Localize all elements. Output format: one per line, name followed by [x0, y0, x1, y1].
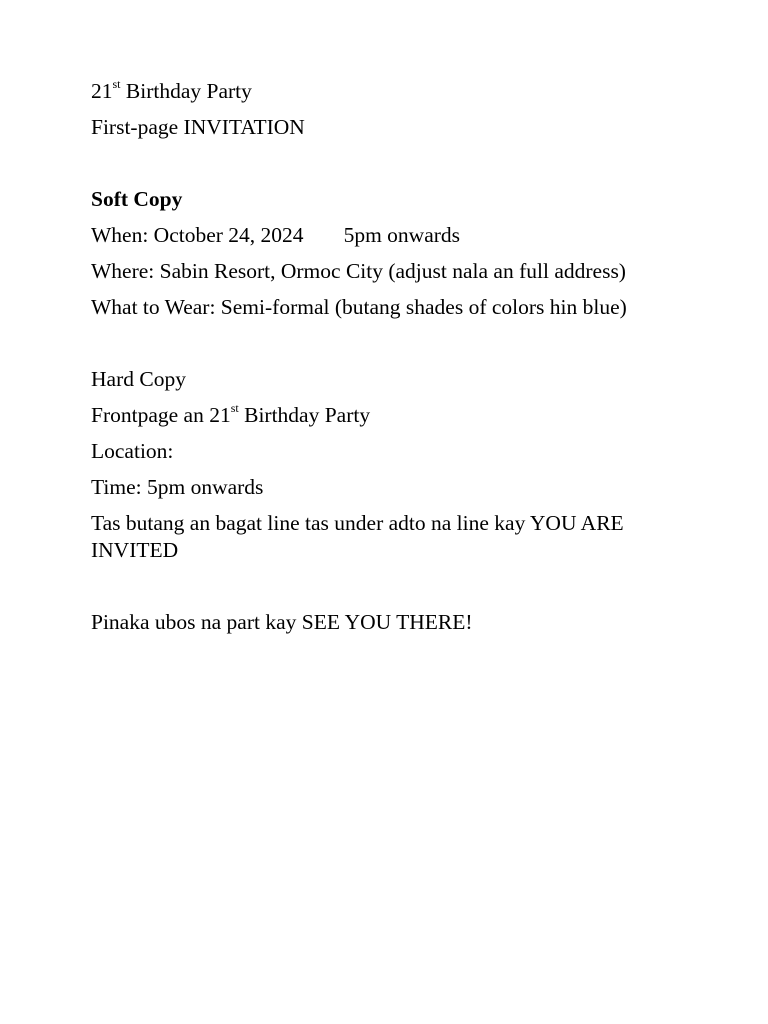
- title-text: Birthday Party: [120, 79, 252, 103]
- line-note: Tas butang an bagat line tas under adto na line kay YOU ARE INVITED: [91, 511, 624, 562]
- document-page: [91, 78, 691, 645]
- soft-copy-heading: Soft Copy: [91, 187, 183, 211]
- blank-line: [91, 150, 691, 177]
- where-line: Where: Sabin Resort, Ormoc City (adjust nala an full address): [91, 259, 626, 283]
- when-line: [91, 222, 691, 249]
- first-page-line: First-page INVITATION: [91, 115, 305, 139]
- blank-line: [91, 573, 691, 600]
- frontpage-rest: Birthday Party: [238, 403, 371, 427]
- blank-line: [91, 330, 691, 357]
- closing-line: Pinaka ubos na part kay SEE YOU THERE!: [91, 610, 473, 634]
- when-time: 5pm onwards: [343, 223, 461, 247]
- what-to-wear-line: What to Wear: Semi-formal (butang shades of colors hin blue): [91, 295, 627, 319]
- frontpage-ordinal-suffix: st: [230, 400, 239, 415]
- when-date: When: October 24, 2024: [91, 223, 304, 247]
- frontpage-line: [91, 402, 691, 429]
- hard-copy-heading: Hard Copy: [91, 367, 186, 391]
- location-line: Location:: [91, 439, 174, 463]
- time-line: Time: 5pm onwards: [91, 475, 264, 499]
- frontpage-text: Frontpage an 21: [91, 403, 231, 427]
- title-number: 21: [91, 79, 113, 103]
- title-line: [91, 78, 691, 105]
- title-ordinal-suffix: st: [112, 76, 121, 91]
